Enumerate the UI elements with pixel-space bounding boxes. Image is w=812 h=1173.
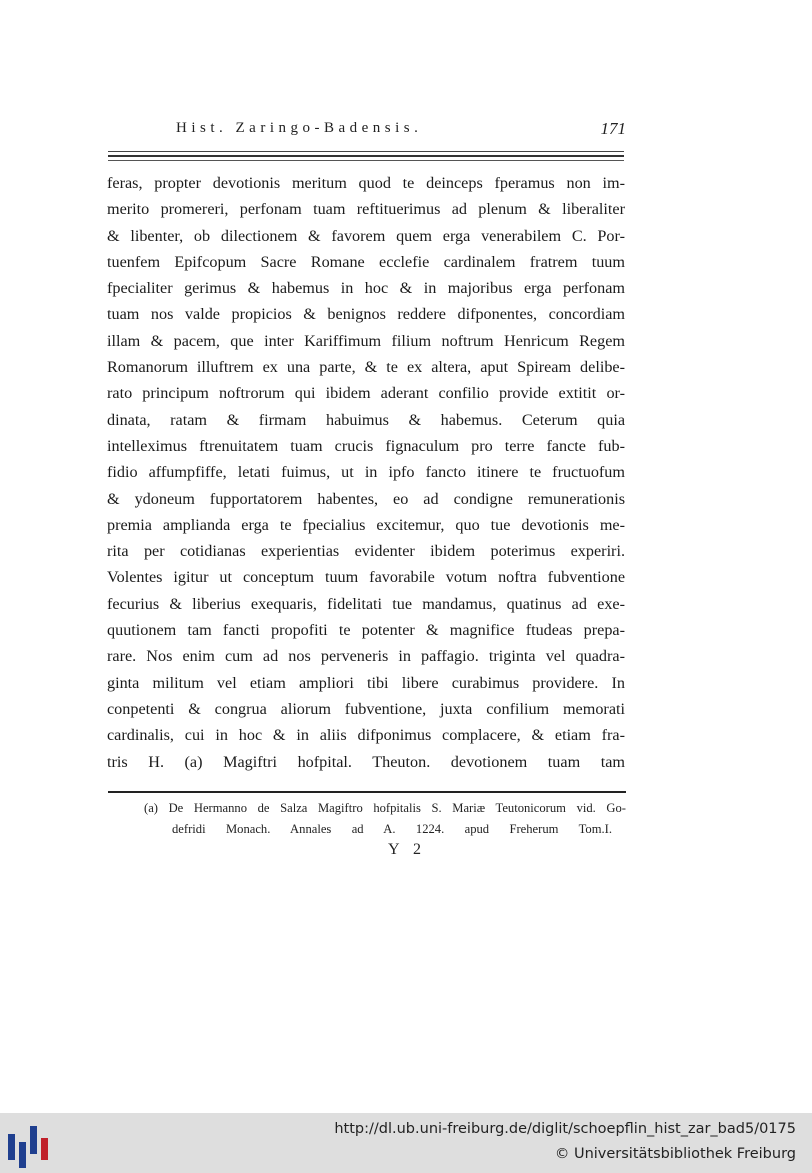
text-line: fecurius & liberius exequaris, fidelitati tue mandamus, quatinus ad exe- [107,594,625,613]
text-line: & libenter, ob dilectionem & favorem quem erga venerabilem C. Por- [107,226,625,245]
footnote-line: defridi Monach. Annales ad A. 1224. apud Freherum Tom.I. [172,822,612,836]
signature-mark: Y 2 [388,841,426,858]
copyright-notice: © Universitätsbibliothek Freiburg [554,1146,796,1162]
text-line: rita per cotidianas experientias evidenter ibidem poterimus experiri. [107,542,625,561]
text-line: & ydoneum fupportatorem habentes, eo ad condigne remunerationis [107,489,625,508]
running-title: Hist. Zaringo-Badensis. [176,120,423,136]
footnote [108,798,626,840]
header-rule [108,151,624,152]
viewer-footer [0,1113,812,1173]
text-line: quutionem tam fancti propofiti te potenter & magnifice ftudeas prepa- [107,621,625,640]
text-line: rare. Nos enim cum ad nos perveneris in paffagio. triginta vel quadra- [107,647,625,666]
text-line: intelleximus ftrenuitatem tuam crucis fignaculum pro terre fancte fub- [107,436,625,455]
text-line: conpetenti & congrua aliorum fubventione, juxta confilium memorati [107,699,625,718]
text-line: rato principum noftrorum qui ibidem aderant confilio provide extitit or- [107,384,625,403]
text-line: Volentes igitur ut conceptum tuum favorabile votum noftra fubventione [107,568,625,587]
text-line: fidio affumpfiffe, letati fuimus, ut in ipfo fancto itinere te fructuofum [107,463,625,482]
text-line: dinata, ratam & firmam habuimus & habemus. Ceterum quia [107,410,625,429]
text-line: Romanorum illuftrem ex una parte, & te ex altera, aput Spiream delibe- [107,358,625,377]
body-text [107,170,625,775]
text-line: tris H. (a) Magiftri hofpital. Theuton. devotionem tuam tam [107,752,625,771]
text-line: cardinalis, cui in hoc & in aliis difponimus complacere, & etiam fra- [107,726,625,745]
permalink-url[interactable]: http://dl.ub.uni-freiburg.de/diglit/schoepflin_hist_zar_bad5/0175 [334,1121,796,1137]
text-line: merito promereri, perfonam tuam reftituerimus ad plenum & liberaliter [107,200,625,219]
text-line: feras, propter devotionis meritum quod te deinceps fperamus non im- [107,174,625,192]
text-line: tuam nos valde propicios & benignos reddere difponentes, concordiam [107,305,625,324]
text-line: fpecialiter gerimus & habemus in hoc & in majoribus erga perfonam [107,279,625,298]
text-line: ginta militum vel etiam ampliori tibi libere curabimus providere. In [107,673,625,692]
text-line: tuenfem Epifcopum Sacre Romane ecclefie cardinalem fratrem tuum [107,252,625,271]
page-number: 171 [600,119,626,138]
header-rule [108,155,624,157]
running-head [108,116,626,144]
footnote-rule [108,791,626,793]
text-line: illam & pacem, que inter Kariffimum filium noftrum Henricum Regem [107,331,625,350]
text-line: premia amplianda erga te fpecialius excitemur, quo tue devotionis me- [107,515,625,534]
ub-freiburg-logo-icon [8,1124,52,1170]
header-rule [108,160,624,161]
footnote-line: (a) De Hermanno de Salza Magiftro hofpitalis S. Mariæ Teutonicorum vid. Go- [144,801,626,815]
